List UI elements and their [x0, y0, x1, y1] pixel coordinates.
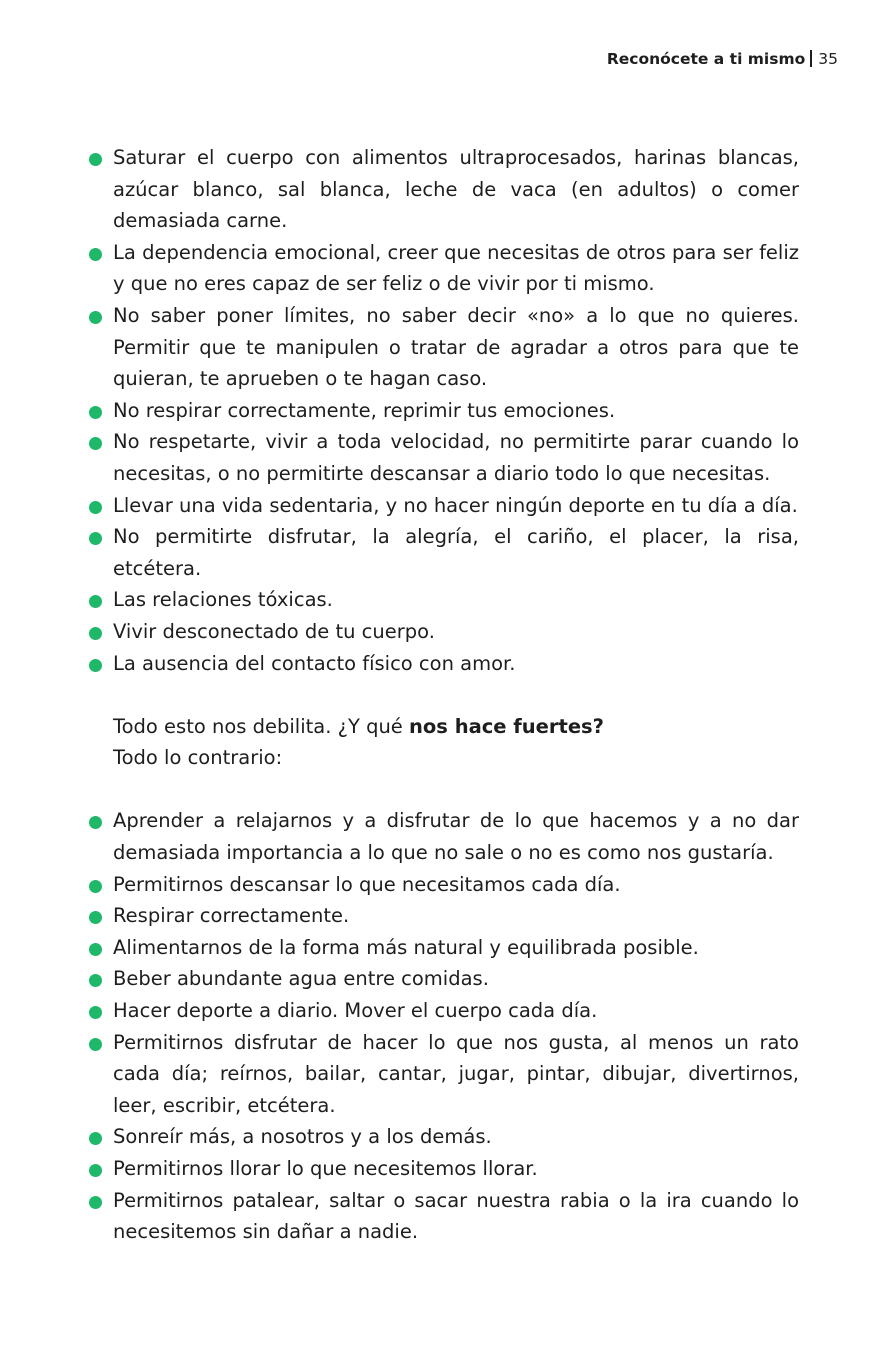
- list-item: [113, 1185, 799, 1248]
- list-item-text: No respirar correctamente, reprimir tus emociones.: [113, 398, 616, 422]
- list-item: [113, 1027, 799, 1122]
- list-item-text: No saber poner límites, no saber decir «no» a lo que no quieres. Permitir que te manipulen o tratar de agradar a otros para que te quieran, te aprueben o te hagan caso.: [113, 303, 799, 391]
- list-item: [113, 963, 799, 995]
- list-item: [113, 1153, 799, 1185]
- list-item: [113, 142, 799, 237]
- bullet-dot-icon: [89, 974, 102, 987]
- chapter-title: Reconócete a ti mismo: [606, 50, 806, 68]
- bullet-dot-icon: [89, 595, 102, 608]
- list-item-text: Permitirnos disfrutar de hacer lo que nos gusta, al menos un rato cada día; reírnos, bailar, cantar, jugar, pintar, dibujar, divertirnos, leer, escribir, etcétera.: [113, 1030, 799, 1117]
- list-item-text: Saturar el cuerpo con alimentos ultraprocesados, harinas blancas, azúcar blanco, sal blanca, leche de vaca (en adultos) o comer demasiada carne.: [113, 146, 799, 233]
- page-body: [0, 142, 886, 1248]
- bullet-dot-icon: [89, 911, 102, 924]
- list-item-text: Permitirnos llorar lo que necesitemos llorar.: [113, 1157, 538, 1180]
- list-item-text: Llevar una vida sedentaria, y no hacer ningún deporte en tu día a día.: [113, 493, 798, 517]
- list-item: [113, 426, 799, 489]
- list-item: [113, 932, 799, 964]
- list-item: [113, 237, 799, 300]
- bullet-dot-icon: [89, 627, 102, 640]
- list-item: [113, 300, 799, 395]
- list-item-text: Respirar correctamente.: [113, 904, 350, 928]
- bullet-dot-icon: [89, 1132, 102, 1145]
- list-item: [113, 900, 799, 932]
- transition-question-text: Todo esto nos debilita. ¿Y qué: [113, 714, 410, 738]
- bullet-dot-icon: [89, 248, 102, 261]
- emphasis-text: nos hace fuertes?: [409, 714, 604, 738]
- list-item-text: Sonreír más, a nosotros y a los demás.: [113, 1125, 492, 1149]
- bullet-dot-icon: [89, 943, 102, 956]
- bullet-dot-icon: [89, 437, 102, 450]
- running-header: [607, 48, 838, 70]
- list-item: [113, 805, 799, 868]
- list-item-text: La dependencia emocional, creer que necesitas de otros para ser feliz y que no eres capaz de ser feliz o de vivir por ti mismo.: [113, 240, 799, 296]
- list-item: [113, 521, 799, 584]
- bullet-dot-icon: [89, 532, 102, 545]
- strengthening-factors-list: [0, 805, 886, 1247]
- list-item-text: Aprender a relajarnos y a disfrutar de lo que hacemos y a no dar demasiada importancia a lo que no sale o no es como nos gustaría.: [113, 809, 799, 865]
- list-item: [113, 395, 799, 427]
- transition-answer: Todo lo contrario:: [113, 746, 283, 770]
- bullet-dot-icon: [89, 406, 102, 419]
- bullet-dot-icon: [89, 816, 102, 829]
- bullet-dot-icon: [89, 311, 102, 324]
- bullet-dot-icon: [89, 880, 102, 893]
- list-item-text: No permitirte disfrutar, la alegría, el cariño, el placer, la risa, etcétera.: [113, 525, 799, 580]
- list-item: [113, 648, 799, 680]
- list-item-text: Hacer deporte a diario. Mover el cuerpo cada día.: [113, 999, 598, 1023]
- list-item-text: Alimentarnos de la forma más natural y equilibrada posible.: [113, 935, 699, 959]
- list-item-text: Permitirnos patalear, saltar o sacar nuestra rabia o la ira cuando lo necesitemos sin dañar a nadie.: [113, 1188, 799, 1244]
- list-item: [113, 490, 799, 522]
- list-item: [113, 584, 799, 616]
- list-item-text: Las relaciones tóxicas.: [113, 588, 333, 612]
- transition-paragraph: [113, 711, 799, 743]
- bullet-dot-icon: [89, 1038, 102, 1051]
- header-divider: [810, 50, 812, 67]
- list-item-text: La ausencia del contacto físico con amor.: [113, 651, 516, 675]
- list-item: [113, 869, 799, 901]
- list-item-text: Permitirnos descansar lo que necesitamos cada día.: [113, 872, 621, 896]
- paragraph-spacer: [0, 679, 886, 711]
- list-item: [113, 1121, 799, 1153]
- list-item: [113, 995, 799, 1027]
- list-item-text: Vivir desconectado de tu cuerpo.: [113, 619, 435, 643]
- bullet-dot-icon: [89, 501, 102, 514]
- weakening-factors-list: [0, 142, 886, 679]
- page-number: 35: [818, 50, 838, 68]
- list-item-text: Beber abundante agua entre comidas.: [113, 967, 489, 991]
- bullet-dot-icon: [89, 1006, 102, 1019]
- bullet-dot-icon: [89, 659, 102, 672]
- paragraph-spacer: [0, 774, 886, 806]
- bullet-dot-icon: [89, 153, 102, 166]
- list-item: [113, 616, 799, 648]
- list-item-text: No respetarte, vivir a toda velocidad, no permitirte parar cuando lo necesitas, o no permitirte descansar a diario todo lo que necesitas.: [113, 430, 799, 485]
- bullet-dot-icon: [89, 1196, 102, 1209]
- bullet-dot-icon: [89, 1164, 102, 1177]
